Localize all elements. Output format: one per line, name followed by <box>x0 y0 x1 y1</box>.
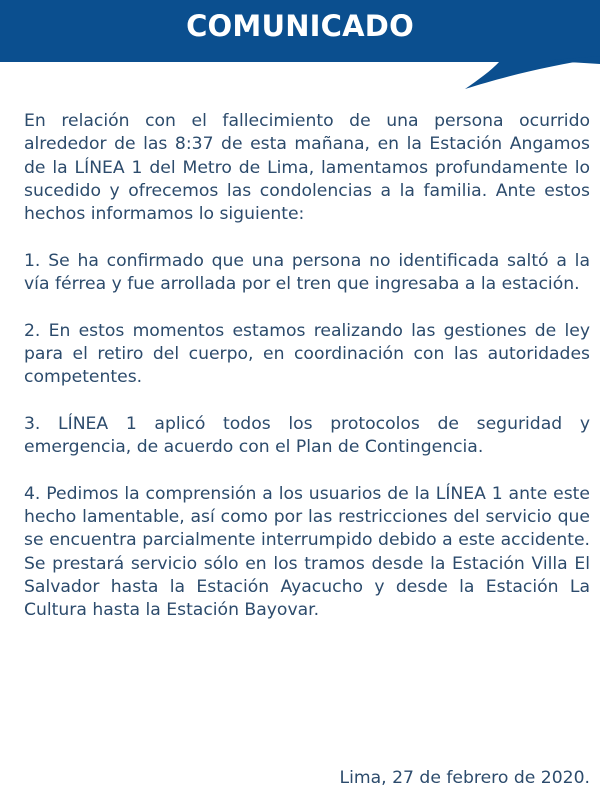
statement-date: Lima, 27 de febrero de 2020. <box>339 768 590 788</box>
statement-body <box>24 110 590 646</box>
list-item-4: 4. Pedimos la comprensión a los usuarios de la LÍNEA 1 ante este hecho lamentable, así como por las restricciones del servicio que se encuentra parcialmente interrumpido debido a este accidente. Se prestará servicio sólo en los tramos desde la Estación Villa El Salvador hasta la Estación Ayacucho y desde la Estación La Cultura hasta la Estación Bayovar. <box>24 483 590 621</box>
list-item-2: 2. En estos momentos estamos realizando las gestiones de ley para el retiro del cuerpo, en coordinación con las autoridades competentes. <box>24 320 590 388</box>
list-item-1: 1. Se ha confirmado que una persona no identificada saltó a la vía férrea y fue arrollada por el tren que ingresaba a la estación. <box>24 250 590 295</box>
intro-paragraph: En relación con el fallecimiento de una persona ocurrido alrededor de las 8:37 de esta mañana, en la Estación Angamos de la LÍNEA 1 del Metro de Lima, lamentamos profundamente lo sucedido y ofrecemos las condolencias a la familia. Ante estos hechos informamos lo siguiente: <box>24 111 590 225</box>
page-title: COMUNICADO <box>186 9 414 43</box>
list-item-3: 3. LÍNEA 1 aplicó todos los protocolos de seguridad y emergencia, de acuerdo con el Plan de Contingencia. <box>24 413 590 458</box>
